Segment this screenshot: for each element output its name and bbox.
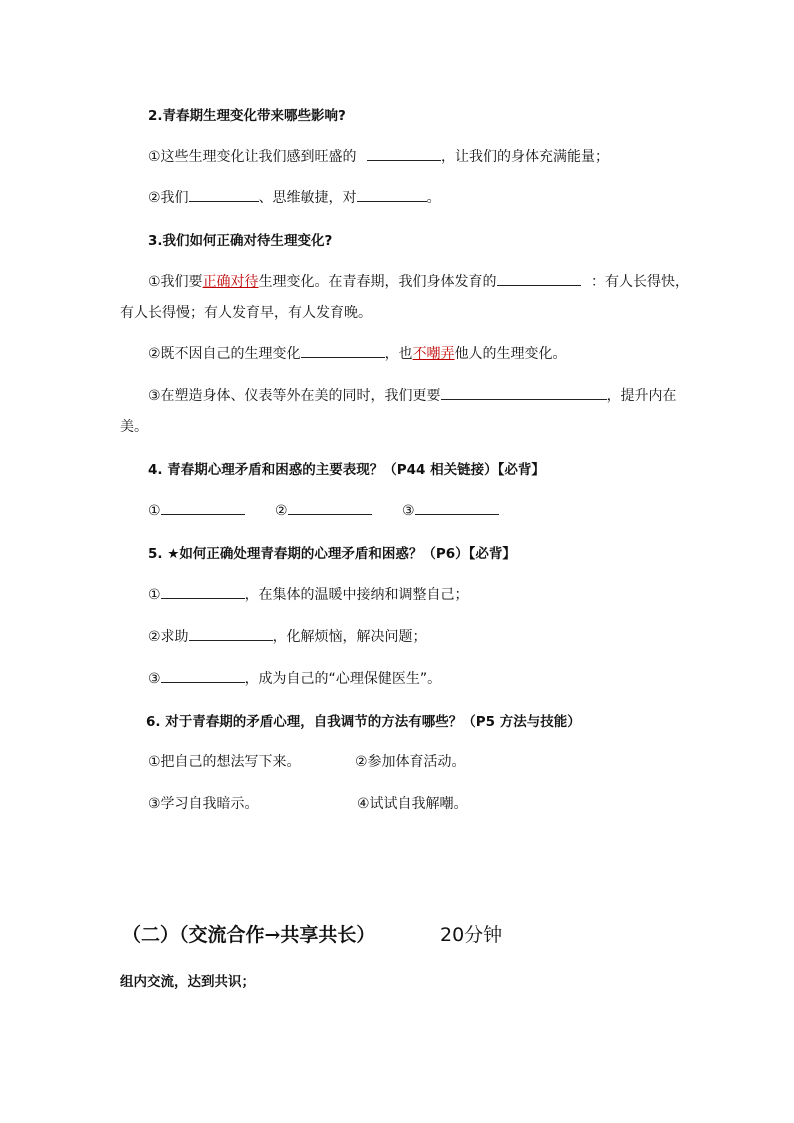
- q5-line-1-text: ，在集体的温暖中接纳和调整自己；: [244, 587, 469, 603]
- section-2-title: （二）（交流合作→共享共长）: [122, 924, 376, 946]
- blank-input[interactable]: [189, 626, 273, 641]
- q6-method-1: ①把自己的想法写下来。: [148, 754, 301, 770]
- q5-title: 5. ★如何正确处理青春期的心理矛盾和困惑？（P6）【必背】: [148, 546, 516, 562]
- q6-title: 6. 对于青春期的矛盾心理，自我调节的方法有哪些？（P5 方法与技能）: [146, 714, 581, 730]
- q5-line-3-text: ，成为自己的“心理保健医生”。: [244, 671, 442, 687]
- q2-line-1-text-b: ，让我们的身体充满能量；: [441, 149, 610, 165]
- section-2-time: 20分钟: [440, 924, 503, 946]
- q5-line-3-marker: ③: [148, 671, 161, 687]
- blank-input[interactable]: [367, 146, 441, 161]
- q3-line-1: [148, 271, 689, 291]
- q6-method-4: ④试试自我解嘲。: [357, 796, 468, 812]
- q5-line-2: [148, 626, 427, 646]
- q5-line-1-marker: ①: [148, 587, 161, 603]
- q3-line-2-text-b: ，也: [384, 346, 413, 362]
- q6-method-2: ②参加体育活动。: [355, 754, 466, 770]
- highlight-text: 不嘲弄: [412, 346, 455, 362]
- blank-input[interactable]: [161, 584, 245, 599]
- q3-line-3: [148, 385, 677, 405]
- blank-input[interactable]: [161, 668, 245, 683]
- q3-line-2-text-a: ②既不因自己的生理变化: [148, 346, 301, 362]
- blank-input[interactable]: [288, 500, 372, 515]
- q2-line-2-text-b: 、思维敏捷，对: [258, 190, 357, 206]
- blank-input[interactable]: [415, 500, 499, 515]
- q2-line-2-text-a: ②我们: [148, 190, 189, 206]
- q3-line-3-cont: 美。: [120, 419, 148, 435]
- q5-line-3: [148, 668, 441, 688]
- q3-title: 3.我们如何正确对待生理变化?: [148, 233, 333, 249]
- q3-line-1-text-b: 生理变化。在青春期，我们身体发育的: [258, 274, 497, 290]
- q2-line-1-text-a: ①这些生理变化让我们感到旺盛的: [148, 149, 357, 165]
- q3-line-3-text-b: ，提升内在: [606, 388, 677, 404]
- blank-input[interactable]: [441, 385, 607, 400]
- q4-title: 4. 青春期心理矛盾和困惑的主要表现？（P44 相关链接）【必背】: [148, 462, 545, 478]
- q6-method-3: ③学习自我暗示。: [148, 796, 259, 812]
- q3-line-1-text-a: ①我们要: [148, 274, 203, 290]
- blank-input[interactable]: [357, 187, 427, 202]
- highlight-text: 正确对待: [202, 274, 259, 290]
- q3-line-1-text-c: ：有人长得快，: [591, 274, 690, 290]
- q3-line-2: [148, 343, 567, 363]
- blank-input[interactable]: [301, 343, 385, 358]
- blank-input[interactable]: [497, 271, 581, 286]
- q2-title: 2.青春期生理变化带来哪些影响?: [148, 108, 346, 124]
- blank-input[interactable]: [189, 187, 259, 202]
- q4-item-1-marker: ①: [148, 503, 161, 519]
- q5-line-2-text-a: ②求助: [148, 629, 189, 645]
- q2-line-2-text-c: 。: [426, 190, 441, 206]
- q5-line-1: [148, 584, 469, 604]
- q4-item-2-marker: ②: [275, 503, 288, 519]
- q4-item-3-marker: ③: [402, 503, 415, 519]
- q2-line-1: [148, 146, 609, 166]
- q3-line-2-text-c: 他人的生理变化。: [454, 346, 567, 362]
- q3-line-3-text-a: ③在塑造身体、仪表等外在美的同时，我们更要: [148, 388, 441, 404]
- q4-items: [148, 500, 499, 519]
- blank-input[interactable]: [161, 500, 245, 515]
- q5-line-2-text-b: ，化解烦恼，解决问题；: [272, 629, 427, 645]
- q3-line-1-cont: 有人长得慢；有人发育早，有人发育晚。: [120, 305, 372, 321]
- q2-line-2: [148, 187, 441, 207]
- section-2-body: 组内交流，达到共识；: [120, 974, 255, 990]
